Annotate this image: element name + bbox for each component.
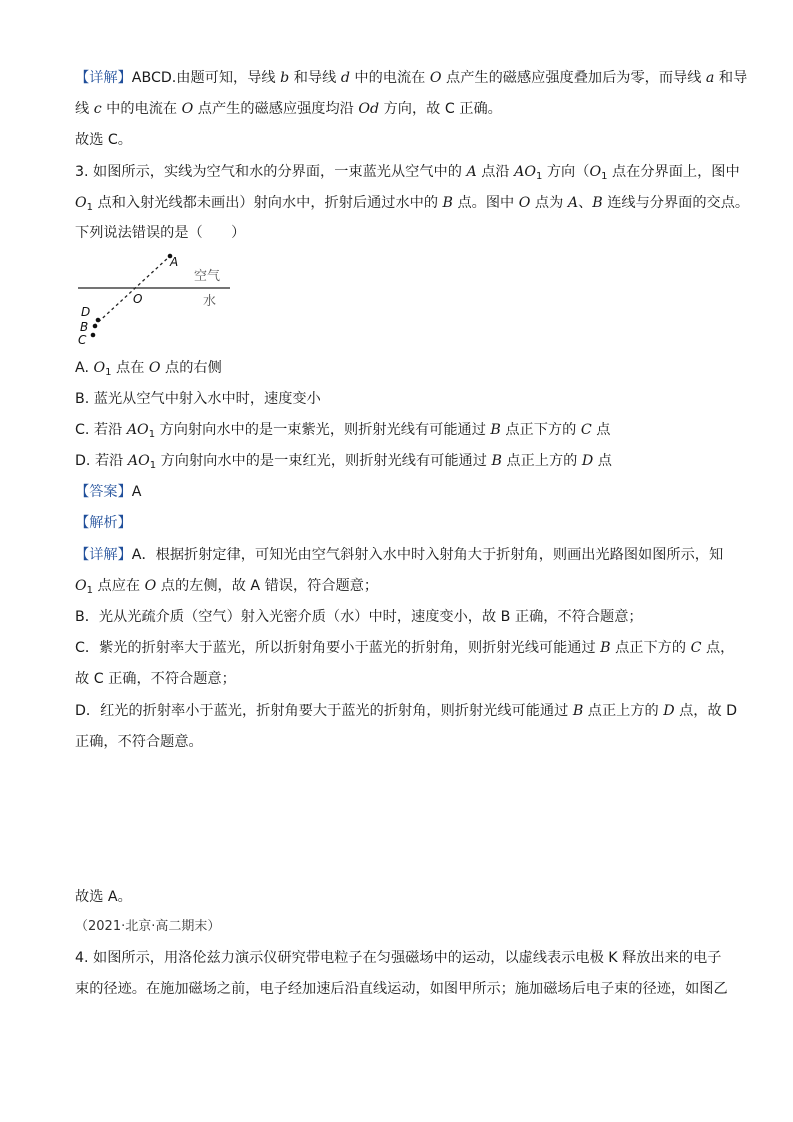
label-O: O: [133, 292, 143, 306]
q3-option-b: B. 蓝光从空气中射入水中时，速度变小: [75, 391, 321, 407]
q3-detail-line-6: D．红光的折射率小于蓝光，折射角要大于蓝光的折射角，则折射光线可能通过 B 点正上方的 D 点，故 D: [75, 703, 738, 719]
q3-stem-line-3: 下列说法错误的是（ ）: [75, 225, 246, 241]
refraction-figure: [70, 244, 240, 352]
label-water: 水: [203, 294, 217, 309]
prev-detail-line-2: 线 c 中的电流在 O 点产生的磁感应强度均沿 Od 方向，故 C 正确。: [75, 101, 502, 117]
q3-detail-line-2: $O_1$ 点应在 O 点的左侧，故 A 错误，符合题意；: [75, 578, 379, 596]
answer-tag: 【答案】: [75, 484, 132, 500]
answer-value: A: [131, 484, 142, 500]
label-A: A: [170, 255, 179, 269]
q3-detail-line-4: C．紫光的折射率大于蓝光，所以折射角要小于蓝光的折射角，则折射光线可能通过 B 点正下方的 C 点，: [75, 640, 735, 656]
dashed-line-AB: [94, 256, 170, 326]
q3-detail-line-7: 正确，不符合题意。: [75, 734, 203, 750]
q3-stem-line-1: 3. 如图所示，实线为空气和水的分界面，一束蓝光从空气中的 A 点沿 $AO_1$ 方向（$O_1$ 点在分界面上，图中: [75, 164, 740, 182]
analysis-tag: 【解析】: [75, 515, 132, 531]
label-C: C: [78, 333, 87, 347]
q3-answer: [75, 482, 725, 502]
label-air: 空气: [194, 269, 221, 284]
point-D: [96, 318, 101, 323]
prev-detail-line-1: 【详解】ABCD.由题可知，导线 b 和导线 d 中的电流在 O 点产生的磁感应强度叠加后为零，而导线 a 和导: [75, 70, 748, 86]
q4-stem-line-1: 4. 如图所示，用洛伦兹力演示仪研究带电粒子在匀强磁场中的运动，以虚线表示电极 K 释放出来的电子: [75, 950, 722, 966]
label-D: D: [81, 305, 91, 319]
detail-tag: 【详解】: [75, 70, 132, 86]
q3-detail-line-5: 故 C 正确，不符合题意；: [75, 671, 236, 687]
q3-detail-line-3: B．光从光疏介质（空气）射入光密介质（水）中时，速度变小，故 B 正确，不符合题意；: [75, 609, 643, 625]
q3-conclusion: 故选 A。: [75, 889, 132, 905]
q3-option-a: A. $O_1$ 点在 O 点的右侧: [75, 360, 222, 378]
point-B: [93, 324, 98, 329]
q4-stem-line-2: 束的径迹。在施加磁场之前，电子经加速后沿直线运动，如图甲所示；施加磁场后电子束的径迹，如图乙: [75, 981, 728, 997]
q3-stem-line-2: $O_1$ 点和入射光线都未画出）射向水中，折射后通过水中的 B 点。图中 O 点为 A、B 连线与分界面的交点。: [75, 195, 750, 213]
q3-option-d: D. 若沿 $AO_1$ 方向射向水中的是一束红光，则折射光线有可能通过 B 点正上方的 D 点: [75, 453, 612, 471]
q4-source: （2021·北京·高二期末）: [75, 919, 221, 934]
detail-tag: 【详解】: [75, 547, 132, 563]
label-B: B: [80, 320, 89, 334]
point-C: [91, 333, 96, 338]
q3-option-c: C. 若沿 $AO_1$ 方向射向水中的是一束紫光，则折射光线有可能通过 B 点正下方的 C 点: [75, 422, 611, 440]
prev-conclusion: 故选 C。: [75, 132, 132, 148]
q3-detail-line-1: 【详解】A．根据折射定律，可知光由空气斜射入水中时入射角大于折射角，则画出光路图如图所示，知: [75, 547, 724, 563]
